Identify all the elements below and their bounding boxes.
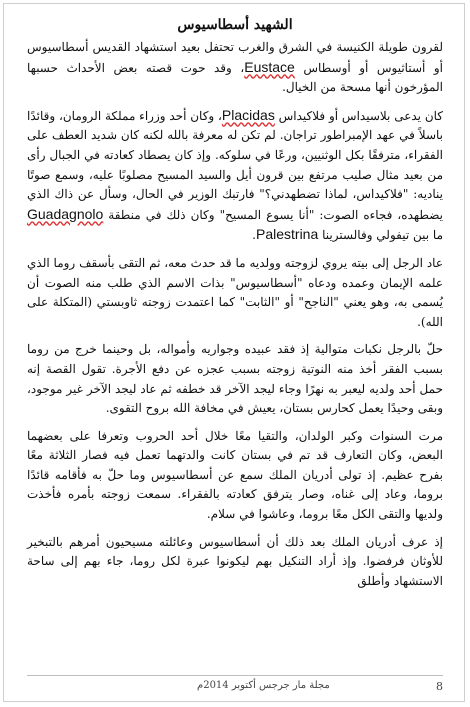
paragraph-2-text-d: . [252,228,256,243]
paragraph-5: مرت السنوات وكبر الولدان، والتقيا معًا خلال أحد الحروب وتعرفا على بعضهما البعض، وكان التعارف قد تم في بستان كانت والدتهما تعمل فيه فصار الثلاثة معًا بفرح عظيم. إذ تولى أدريان الملك سمع عن أسطاسيوس وما حلّ به فأقامه قائدًا بروما، وعاد إلى غناه، وصار يترفق كعادته بالفقراء. سمعت زوجته بأمره فأخذت ولديها والتقى الكل معًا بروما، وعاشوا في سلام. [27,428,443,522]
paragraph-1 [27,38,443,98]
footer-divider [27,675,443,676]
paragraph-2 [27,106,443,246]
paragraph-6: إذ عرف أدريان الملك بعد ذلك أن أسطاسيوس وعائلته مسيحيون أمرهم بالتبخير للأوثان فرفضوا. وإذ أراد التنكيل بهم ليكونوا عبرة لكل روما، جاء بهم إلى ساحة الاستشهاد وأطلق [27,534,443,588]
latin-term-palestrina: Palestrina [256,226,319,243]
paragraph-1-text-b: ، وقد حوت قصته بعض الأحداث حسبها المؤرخون أنها مسحة من الخيال. [27,60,443,95]
footer-journal-name: مجلة مار جرجس أكتوبر 2014م [197,680,330,691]
article-title: الشهيد أسطاسيوس [177,17,293,33]
latin-term-guadagnolo: Guadagnolo [27,205,104,222]
paragraph-2-text-b: ، وكان أحد وزراء مملكة الرومان، وقائدًا باسلاً في عهد الإمبراطور تراجان. لم تكن له معرفة بالله لكنه كان شديد العطف على الفقراء، مترفقًا بكل الوثنيين، ورعًا في سلوكه. وإذ كان يصطاد كعادته في الجبال رأى من بعيد مثال صليب مرتفع بين قرون أيل والسيد المسيح مصلوبًا عليه، وسمع صوتًا يناديه: "فلاكيداس، لماذا تضطهدني؟" فارتبك الوزير في الحال، وسأل عن ذاك الذي يضطهده، فجاءه الصوت: "أنا يسوع المسيح" وكان ذلك في منطقة [27,108,443,222]
latin-term-eustace: Eustace [244,58,295,75]
paragraph-1-text-a: لقرون طويلة الكنيسة في الشرق والغرب تحتفل بعيد استشهاد القديس أسطاسيوس أو أستاثيوس أو أوسطاس [27,40,443,75]
paragraph-4: حلّ بالرجل نكبات متوالية إذ فقد عبيده وجواريه وأمواله، بل وحينما خرج من روما بسبب الفقر أخذ منه النوتية زوجته بسبب عجزه عن دفع الأجرة. تقول القصة إنه حمل أحد ولديه ليعبر به نهرًا وجاء ليجد الآخر قد خطفه ثم عاد ليجد الآخر غير موجود، وبقى وحيدًا يعمل كحارس بستان، يعيش في مخافة الله بروح التقوى. [27,342,443,416]
page-number: 8 [436,680,443,693]
article-body [27,14,443,599]
paragraph-3: عاد الرجل إلى بيته يروي لزوجته وولديه ما قد حدث معه، ثم التقى بأسقف روما الذي علمه الإيمان وعمده ودعاه "أسطاسيوس" بذات الاسم الذي طلب منه الصوت أن يُسمى به، وهو يعني "الناجح" أو "الثابت" كما اعتمدت زوجته ثاوبستي (المتكلة على الله). [27,255,444,329]
latin-term-placidas: Placidas [221,106,275,123]
paragraph-2-text-c: ما بين تيفولي وفالسترينا [318,228,443,243]
paragraph-2-text-a: كان يدعى بلاسيداس أو فلاكيداس [274,108,443,123]
